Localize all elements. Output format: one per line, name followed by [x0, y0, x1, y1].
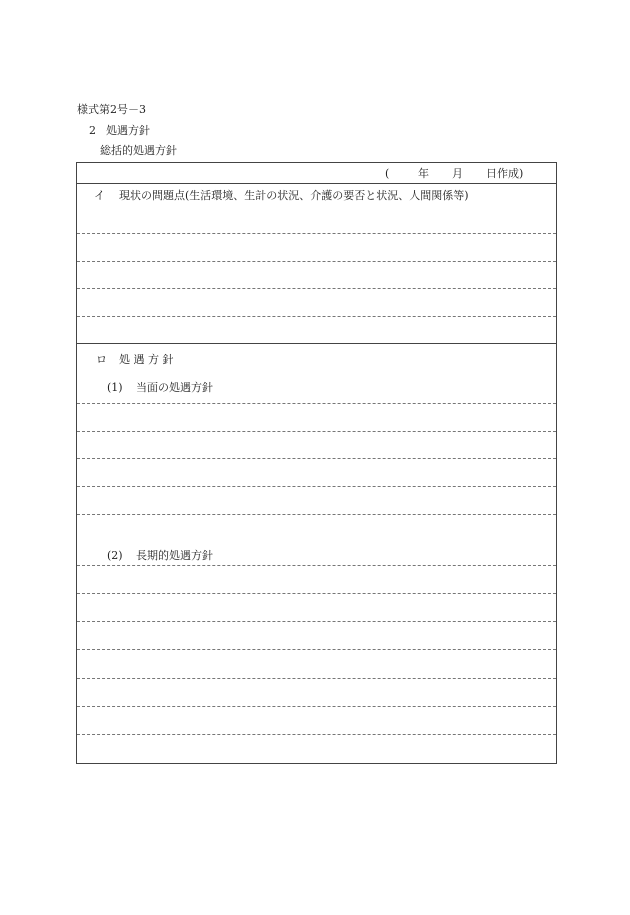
sub1-title: 当面の処遇方針 — [136, 381, 213, 394]
sub2-write-line-7[interactable] — [77, 734, 556, 735]
date-open-paren: ( — [385, 167, 390, 180]
sub1-write-line-5[interactable] — [77, 514, 556, 515]
sub1-write-line-2[interactable] — [77, 431, 556, 432]
sub2-write-line-2[interactable] — [77, 593, 556, 594]
sub1-number: (1) — [107, 381, 123, 394]
sub2-write-line-5[interactable] — [77, 678, 556, 679]
section-i-write-line-3[interactable] — [77, 288, 556, 289]
sub2-write-line-6[interactable] — [77, 706, 556, 707]
sub2-write-line-4[interactable] — [77, 649, 556, 650]
sub2-write-line-3[interactable] — [77, 621, 556, 622]
section-i-marker: イ — [94, 189, 105, 202]
sub2-title: 長期的処遇方針 — [136, 549, 213, 562]
section-ro-marker: ロ — [96, 353, 107, 366]
sub1-write-line-1[interactable] — [77, 403, 556, 404]
subsection-title: 総括的処遇方針 — [100, 144, 177, 157]
date-month-label: 月 — [452, 167, 463, 180]
form-frame — [76, 162, 557, 764]
sub2-write-line-1[interactable] — [77, 565, 556, 566]
form-number: 様式第2号－3 — [77, 103, 146, 116]
date-row-divider — [77, 183, 556, 184]
section-i-write-line-2[interactable] — [77, 261, 556, 262]
date-day-label: 日作成) — [486, 167, 524, 180]
section-i-write-line-1[interactable] — [77, 233, 556, 234]
section-number: 2 — [89, 124, 96, 137]
sub1-write-line-3[interactable] — [77, 458, 556, 459]
section-ro-title: 処 遇 方 針 — [119, 353, 174, 366]
section-i-title: 現状の問題点(生活環境、生計の状況、介護の要否と状況、人間関係等) — [119, 189, 469, 202]
section-i-write-line-4[interactable] — [77, 316, 556, 317]
section-divider — [77, 343, 556, 344]
sub1-write-line-4[interactable] — [77, 486, 556, 487]
section-title: 処遇方針 — [106, 124, 150, 137]
date-year-label: 年 — [418, 167, 429, 180]
sub2-number: (2) — [107, 549, 123, 562]
